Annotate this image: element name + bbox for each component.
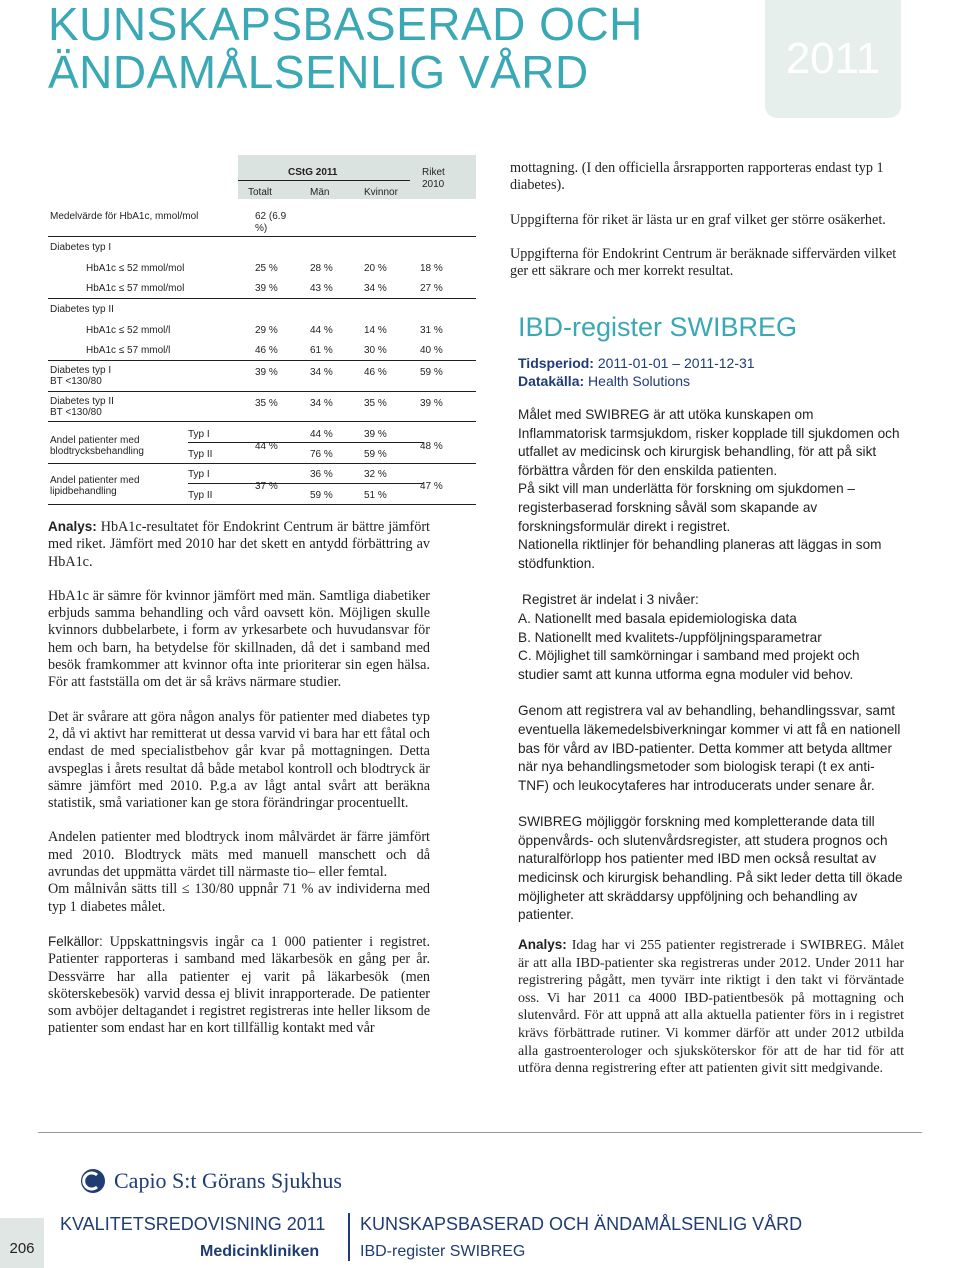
- right-analys: [518, 936, 904, 1078]
- paragraph: Det är svårare att göra någon analys för patienter med diabetes typ 2, då vi aktivt har remitterat ut dessa varvid vi bara har ett fåtal och endast de med specialistbehov går kvar på mottagningen. Detta avspeglas i årets resultat då både metabol kontroll och blodtryck är sämre jämfört med 2010. P.g.a av lågt antal svårt att beräkna statistik, små variationer kan ge stora förändringar procentuellt.: [48, 708, 430, 812]
- hba1c-results-table: [48, 155, 476, 510]
- row-bt2-label-2: BT <130/80: [50, 407, 102, 418]
- row-rule: [48, 360, 476, 361]
- row-rule: [48, 463, 476, 464]
- datakalla-value: Health Solutions: [588, 373, 690, 389]
- cell: 40 %: [420, 345, 443, 356]
- cell: 35 %: [364, 398, 387, 409]
- row-rule: [48, 236, 476, 237]
- analys-body: HbA1c-resultatet för Endokrint Centrum är bättre jämfört med riket. Jämfört med 2010 har det skett en antydd förbättring av HbA1c.: [48, 519, 431, 570]
- paragraph: HbA1c är sämre för kvinnor jämfört med män. Samtliga diabetiker erbjuds samma behandling och vård oavsett kön. Möjligen skulle kvinnors dubbelarbete, i form av yrkesarbete och huvudansvar för hem och barn, ha betydelse för skillnaden, då det i samband med besök framkommer att kvinnor ofta inte prioriterar sin egen hälsa. För att fastställa om det är så krävs närmare studier.: [48, 587, 430, 691]
- cell: 76 %: [310, 449, 333, 460]
- cell: 51 %: [364, 490, 387, 501]
- row-blod-label-2: blodtrycksbehandling: [50, 446, 144, 457]
- title-line-1: KUNSKAPSBASERAD OCH: [48, 0, 643, 50]
- cell: 37 %: [255, 481, 278, 492]
- analys-paragraph: [48, 518, 430, 571]
- row-medel-total: 62 (6.9 %): [255, 211, 287, 234]
- title-line-2: ÄNDAMÅLSENLIG VÅRD: [48, 46, 589, 98]
- cell: 28 %: [310, 263, 333, 274]
- cell: 20 %: [364, 263, 387, 274]
- paragraph: Nationella riktlinjer för behandling planeras att läggas in som stödfunktion.: [518, 537, 882, 571]
- analys-body: Idag har vi 255 patienter registrerade i SWIBREG. Målet är att alla IBD-patienter ska registreras under 2012. Under 2011 har registrering pågått, men tyvärr inte riktigt i den takt vi förväntade oss. Vi har 2011 ca 4000 IBD-patientbesök på mottagning och slutenvård. För att uppnå att alla aktuella patienter förs in i registret krävs förbättrade rutiner. Vi kommer därför att under 2012 utbilda alla gastroenterologer och sjuksköterskor för att de har tid för att utföra denna registrering efter att patienten givit sitt medgivande.: [518, 938, 905, 1077]
- footer-register: IBD-register SWIBREG: [360, 1243, 526, 1260]
- row-dt2-r1-label: HbA1c ≤ 52 mmol/l: [86, 325, 171, 336]
- paragraph: Uppgifterna för Endokrint Centrum är beräknade siffervärden vilket ger ett säkrare och mer korrekt resultat.: [510, 245, 897, 280]
- row-lip-label-2: lipidbehandling: [50, 486, 117, 497]
- felkallor-paragraph: [48, 933, 430, 1038]
- niva-a: A. Nationellt med basala epidemiologiska data: [518, 610, 797, 626]
- cell: 35 %: [255, 398, 278, 409]
- logo-text: Capio S:t Görans Sjukhus: [114, 1168, 342, 1193]
- cell: 47 %: [420, 481, 443, 492]
- row-subrule: [188, 483, 423, 484]
- cell: 39 %: [255, 283, 278, 294]
- capio-logo-icon: [80, 1168, 106, 1194]
- year-text: 2011: [785, 34, 881, 83]
- left-text-column: [48, 518, 430, 1038]
- footer-clinic: Medicinkliniken: [200, 1243, 320, 1260]
- paragraph: På sikt vill man underlätta för forskning om sjukdomen – registerbaserad forskning såväl som skapande av forskningsformulär direkt i registret.: [518, 481, 855, 534]
- cell: 39 %: [255, 367, 278, 378]
- paragraph: Uppgifterna för riket är lästa ur en graf vilket ger större osäkerhet.: [510, 211, 886, 228]
- row-rule: [48, 298, 476, 299]
- datakalla-label: Datakälla:: [518, 373, 585, 389]
- row-rule: [48, 504, 476, 505]
- cell: 43 %: [310, 283, 333, 294]
- row-bt1-label-2: BT <130/80: [50, 376, 102, 387]
- row-dt2-label: Diabetes typ II: [50, 304, 114, 315]
- paragraph: Målet med SWIBREG är att utöka kunskapen om Inflammatorisk tarmsjukdom, risker kopplade till sjukdomen och utfallet av medicinsk och kirurgisk behandling, för att på sikt förbättra vården för den enskilda patienten.: [518, 407, 900, 478]
- cell: 34 %: [310, 398, 333, 409]
- niva-c: C. Möjlighet till samkörningar i samband med projekt och studier samt att kunna utforma egna moduler vid behov.: [518, 648, 860, 682]
- cell: 32 %: [364, 469, 387, 480]
- cell: 59 %: [364, 449, 387, 460]
- footer-section: KUNSKAPSBASERAD OCH ÄNDAMÅLSENLIG VÅRD: [360, 1214, 803, 1234]
- cell: 44 %: [310, 325, 333, 336]
- cell: 30 %: [364, 345, 387, 356]
- cell: 59 %: [310, 490, 333, 501]
- year-badge: [765, 0, 901, 118]
- right-text-top: [510, 160, 905, 280]
- cell: 39 %: [364, 429, 387, 440]
- tidsperiod-value: 2011-01-01 – 2011-12-31: [597, 355, 755, 371]
- header-men: Män: [310, 187, 330, 198]
- felkallor-body: Uppskattningsvis ingår ca 1 000 patienter i registret. Patienter rapporteras i samband med läkarbesök en gång per år. Dessvärre har alla patienter ej varit på läkarbesök (men sköterskebesök) varvid dessa ej blivit inrapporterade. De patienter som avböjer deltagandet i registret registreras inte heller liksom de patienter som endast har en kort tillfällig kontakt med vår: [48, 933, 430, 1037]
- header-cstg: CStG 2011: [288, 167, 338, 178]
- tidsperiod-row: [518, 354, 755, 372]
- row-medel-label: Medelvärde för HbA1c, mmol/mol: [50, 211, 199, 222]
- cell: 44 %: [310, 429, 333, 440]
- cell: 46 %: [255, 345, 278, 356]
- footer-divider: [348, 1213, 350, 1261]
- cell: 48 %: [420, 441, 443, 452]
- row-rule: [48, 421, 476, 422]
- datakalla-row: [518, 372, 755, 390]
- analys-label: Analys:: [48, 519, 97, 534]
- row-lip-label: Andel patienter med: [50, 475, 140, 486]
- row-dt2-r2-label: HbA1c ≤ 57 mmol/l: [86, 345, 171, 356]
- paragraph: Genom att registrera val av behandling, behandlingssvar, samt eventuella läkemedelsbiverkningar kommer vi att få en nationell bas för vård av IBD-patienter. Detta kommer att betyda alltmer när nya behandlingsmetoder som biologisk terapi (t ex anti-TNF) och leukocytaferes har introducerats under senare år.: [518, 703, 901, 793]
- row-rule: [48, 391, 476, 392]
- header-women: Kvinnor: [364, 187, 398, 198]
- cell: 46 %: [364, 367, 387, 378]
- section-title: IBD-register SWIBREG: [518, 312, 798, 342]
- paragraph: Andelen patienter med blodtryck inom målvärdet är färre jämfört med 2010. Blodtryck mäts med manuell manschett och då avrundas det uppmätta värdet till närmaste tio– eller femtal.: [48, 829, 430, 881]
- paragraph: Om målnivån sätts till ≤ 130/80 uppnår 71 % av individerna med typ 1 diabetes målet.: [48, 881, 430, 915]
- header-total: Totalt: [248, 187, 272, 198]
- right-text-sans: [518, 406, 904, 925]
- cell: 27 %: [420, 283, 443, 294]
- row-lip-typ2: Typ II: [188, 490, 213, 501]
- cell: 61 %: [310, 345, 333, 356]
- hospital-logo: [80, 1168, 342, 1194]
- row-dt1-label: Diabetes typ I: [50, 242, 112, 253]
- analys-label: Analys:: [518, 937, 567, 952]
- row-bt1-label: Diabetes typ I: [50, 365, 112, 376]
- cell: 59 %: [420, 367, 443, 378]
- cell: 14 %: [364, 325, 387, 336]
- cell: 34 %: [310, 367, 333, 378]
- header-riket: Riket 2010: [422, 167, 445, 190]
- footer-rule: [38, 1132, 922, 1133]
- row-dt1-r2-label: HbA1c ≤ 57 mmol/mol: [86, 283, 185, 294]
- tidsperiod-label: Tidsperiod:: [518, 355, 594, 371]
- cell: 44 %: [255, 441, 278, 452]
- row-subrule: [188, 442, 423, 443]
- row-dt1-r1-label: HbA1c ≤ 52 mmol/mol: [86, 263, 185, 274]
- row-bt2-label: Diabetes typ II: [50, 396, 114, 407]
- cell: 25 %: [255, 263, 278, 274]
- cell: 18 %: [420, 263, 443, 274]
- paragraph: SWIBREG möjliggör forskning med kompletterande data till öppenvårds- och slutenvårdsregister, att studera prognos och naturalförlopp hos patienter med IBD men också resultat av medicinsk och kirurgisk behandling. På sikt leder detta till ökade möjligheter att skräddarsy uppföljning och behandling av patienter.: [518, 814, 903, 923]
- page-number: 206: [9, 1240, 35, 1257]
- row-blod-label: Andel patienter med: [50, 435, 140, 446]
- nivaer-intro: Registret är indelat i 3 nivåer:: [522, 592, 699, 608]
- cell: 34 %: [364, 283, 387, 294]
- page-title: [48, 0, 768, 96]
- paragraph: mottagning. (I den officiella årsrapporten rapporteras endast typ 1 diabetes).: [510, 160, 884, 194]
- cell: 31 %: [420, 325, 443, 336]
- register-meta: [518, 354, 755, 390]
- row-lip-typ1: Typ I: [188, 469, 210, 480]
- cell: 39 %: [420, 398, 443, 409]
- row-blod-typ1: Typ I: [188, 429, 210, 440]
- footer-report: KVALITETSREDOVISNING 2011: [60, 1214, 326, 1234]
- felkallor-label: Felkällor:: [48, 933, 103, 949]
- cell: 29 %: [255, 325, 278, 336]
- cell: 36 %: [310, 469, 333, 480]
- header-rule: [238, 180, 410, 181]
- row-blod-typ2: Typ II: [188, 449, 213, 460]
- niva-b: B. Nationellt med kvalitets-/uppföljningsparametrar: [518, 629, 822, 645]
